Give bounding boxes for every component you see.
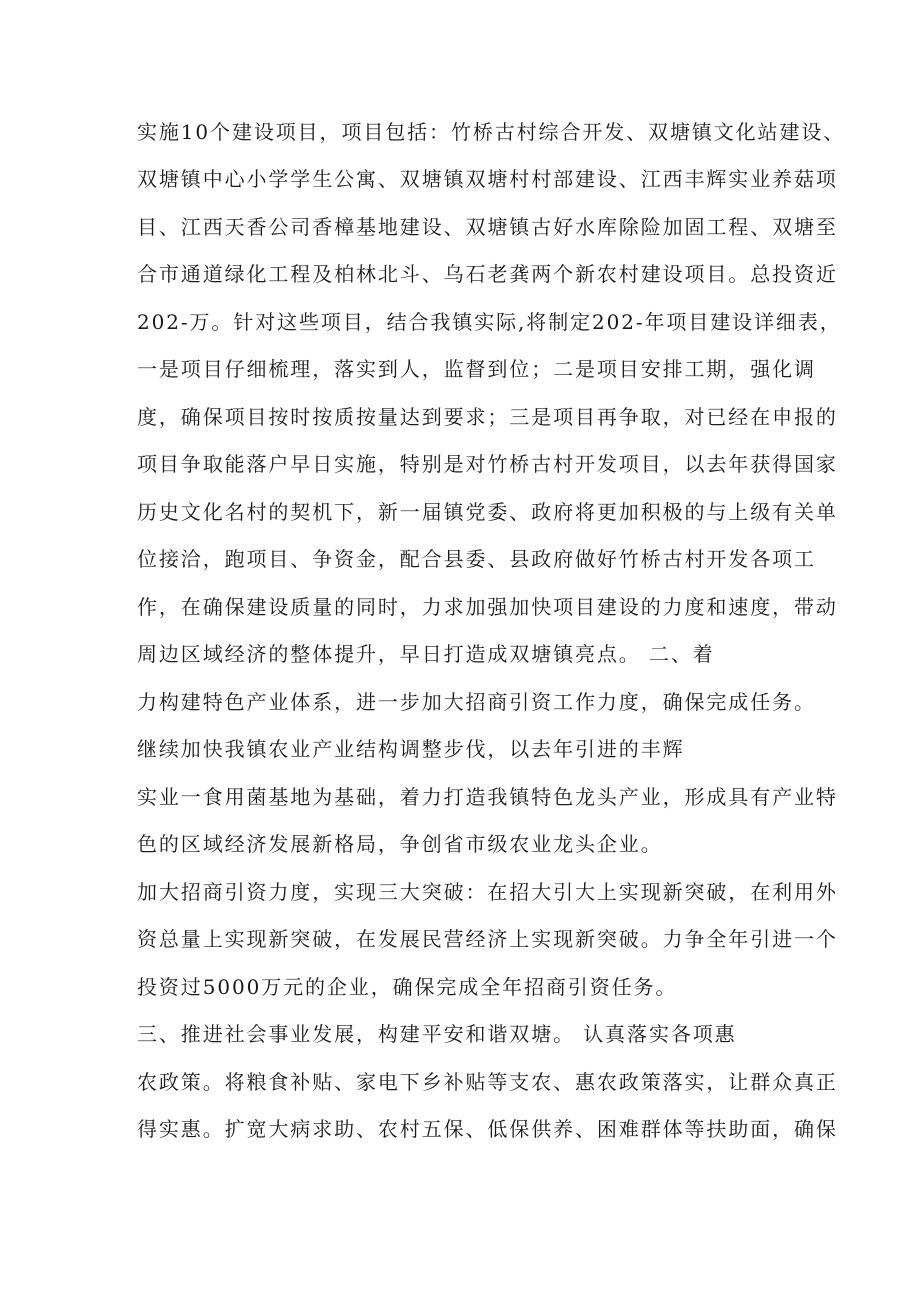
text-line-1: 实施10个建设项目，项目包括：竹桥古村综合开发、双塘镇文化站建设、 bbox=[137, 120, 846, 144]
text-line-21: 农政策。将粮食补贴、家电下乡补贴等支农、惠农政策落实，让群众真正 bbox=[137, 1070, 838, 1094]
text-line-5: 202-万。针对这些项目，结合我镇实际,将制定202-年项目建设详细表， bbox=[137, 310, 842, 334]
text-line-9: 历史文化名村的契机下，新一届镇党委、政府将更加积极的与上级有关单 bbox=[137, 500, 838, 524]
text-line-4: 合市通道绿化工程及柏林北斗、乌石老龚两个新农村建设项目。总投资近 bbox=[137, 262, 838, 286]
text-line-19: 投资过5000万元的企业，确保完成全年招商引资任务。 bbox=[137, 975, 678, 999]
text-line-3: 目、江西天香公司香樟基地建设、双塘镇古好水库除险加固工程、双塘至 bbox=[137, 215, 838, 239]
text-line-2: 双塘镇中心小学学生公寓、双塘镇双塘村村部建设、江西丰辉实业养菇项 bbox=[137, 167, 838, 191]
text-line-7: 度，确保项目按时按质按量达到要求；三是项目再争取，对已经在申报的 bbox=[137, 405, 838, 429]
text-line-11: 作，在确保建设质量的同时，力求加强加快项目建设的力度和速度，带动 bbox=[137, 595, 838, 619]
text-line-14: 继续加快我镇农业产业结构调整步伐，以去年引进的丰辉 bbox=[137, 737, 685, 761]
text-line-16: 色的区域经济发展新格局，争创省市级农业龙头企业。 bbox=[137, 832, 663, 856]
text-line-15: 实业一食用菌基地为基础，着力打造我镇特色龙头产业，形成具有产业特 bbox=[137, 785, 838, 809]
text-line-8: 项目争取能落户早日实施，特别是对竹桥古村开发项目，以去年获得国家 bbox=[137, 452, 838, 476]
text-line-6: 一是项目仔细梳理，落实到人，监督到位；二是项目安排工期，强化调 bbox=[137, 357, 816, 381]
text-line-13: 力构建特色产业体系，进一步加大招商引资工作力度，确保完成任务。 bbox=[137, 690, 816, 714]
text-line-17: 加大招商引资力度，实现三大突破：在招大引大上实现新突破，在利用外 bbox=[137, 880, 838, 904]
text-line-12: 周边区域经济的整体提升，早日打造成双塘镇亮点。 二、着 bbox=[137, 642, 715, 666]
text-line-10: 位接洽，跑项目、争资金，配合县委、县政府做好竹桥古村开发各项工 bbox=[137, 547, 816, 571]
text-line-18: 资总量上实现新突破，在发展民营经济上实现新突破。力争全年引进一个 bbox=[137, 927, 838, 951]
text-line-20: 三、推进社会事业发展，构建平安和谐双塘。 认真落实各项惠 bbox=[137, 1022, 737, 1046]
text-line-22: 得实惠。扩宽大病求助、农村五保、低保供养、困难群体等扶助面，确保 bbox=[137, 1117, 838, 1141]
